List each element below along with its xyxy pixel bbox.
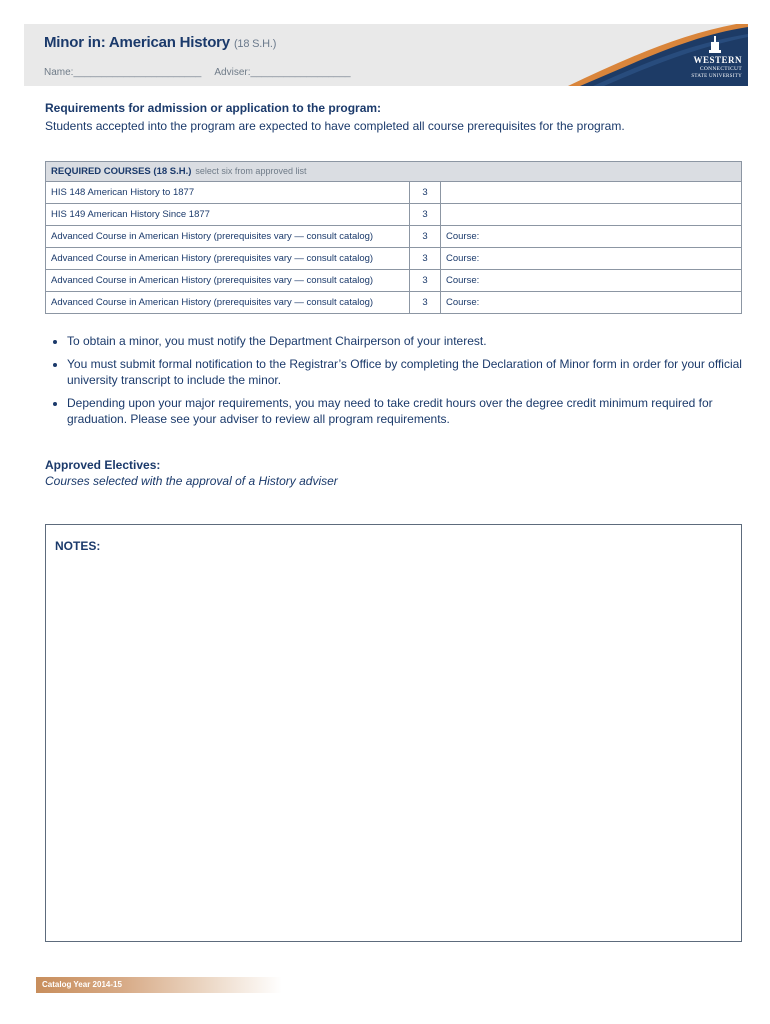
course-entry-cell[interactable]	[441, 182, 742, 204]
course-entry-cell[interactable]: Course:	[441, 226, 742, 248]
logo-wordmark	[691, 56, 742, 79]
course-entry-cell[interactable]	[441, 204, 742, 226]
requirements-heading: Requirements for admission or application to the program:	[45, 101, 382, 115]
credits-cell: 3	[410, 226, 441, 248]
credits-cell: 3	[410, 182, 441, 204]
credits-cell: 3	[410, 292, 441, 314]
course-name-cell: Advanced Course in American History (prerequisites vary — consult catalog)	[46, 270, 410, 292]
table-header	[46, 162, 742, 182]
credits-cell: 3	[410, 270, 441, 292]
list-item: • To obtain a minor, you must notify the Department Chairperson of your interest.	[67, 333, 757, 349]
notes-box[interactable]	[45, 524, 742, 942]
table-row	[46, 292, 742, 314]
university-logo	[538, 24, 748, 86]
course-entry-cell[interactable]: Course:	[441, 292, 742, 314]
table-header-row	[46, 162, 742, 182]
course-entry-cell[interactable]: Course:	[441, 270, 742, 292]
course-name-cell: Advanced Course in American History (prerequisites vary — consult catalog)	[46, 226, 410, 248]
electives-text: Courses selected with the approval of a History adviser	[45, 474, 338, 488]
title-text: Minor in: American History	[44, 34, 230, 51]
notes-label: NOTES:	[55, 539, 101, 553]
credits-cell: 3	[410, 248, 441, 270]
page-header	[24, 24, 748, 86]
title-credits: (18 S.H.)	[233, 38, 277, 50]
required-courses-table	[45, 161, 742, 314]
course-entry-cell[interactable]: Course:	[441, 248, 742, 270]
requirements-text: Students accepted into the program are expected to have completed all course prerequisites for the program.	[45, 119, 625, 133]
logo-line-2: CONNECTICUT	[699, 66, 742, 72]
catalog-year-bar	[36, 977, 282, 993]
table-header-note: select six from approved list	[195, 166, 307, 176]
course-name-cell: Advanced Course in American History (prerequisites vary — consult catalog)	[46, 248, 410, 270]
table-header-title: REQUIRED COURSES (18 S.H.)	[51, 166, 192, 177]
minor-notes-list	[45, 333, 757, 434]
table-row	[46, 226, 742, 248]
table-row	[46, 182, 742, 204]
catalog-year: Catalog Year 2014-15	[42, 980, 122, 989]
table-row	[46, 248, 742, 270]
list-item: • Depending upon your major requirements, you may need to take credit hours over the degree credit minimum required for graduation. Please see your adviser to review all program requirements.	[67, 395, 757, 427]
credits-cell: 3	[410, 204, 441, 226]
table-row	[46, 270, 742, 292]
logo-line-1: WESTERN	[693, 55, 742, 65]
logo-line-3: STATE UNIVERSITY	[691, 73, 742, 79]
name-field-label: Name:_______________________	[44, 67, 202, 78]
list-item: • You must submit formal notification to the Registrar’s Office by completing the Declaration of Minor form in order for your official university transcript to include the minor.	[67, 356, 757, 388]
name-adviser-line	[44, 67, 351, 78]
course-name-cell: HIS 149 American History Since 1877	[46, 204, 410, 226]
adviser-field-label: Adviser:__________________	[214, 67, 351, 78]
course-name-cell: Advanced Course in American History (prerequisites vary — consult catalog)	[46, 292, 410, 314]
electives-heading: Approved Electives:	[45, 458, 161, 472]
course-name-cell: HIS 148 American History to 1877	[46, 182, 410, 204]
page-title	[44, 34, 276, 51]
table-row	[46, 204, 742, 226]
